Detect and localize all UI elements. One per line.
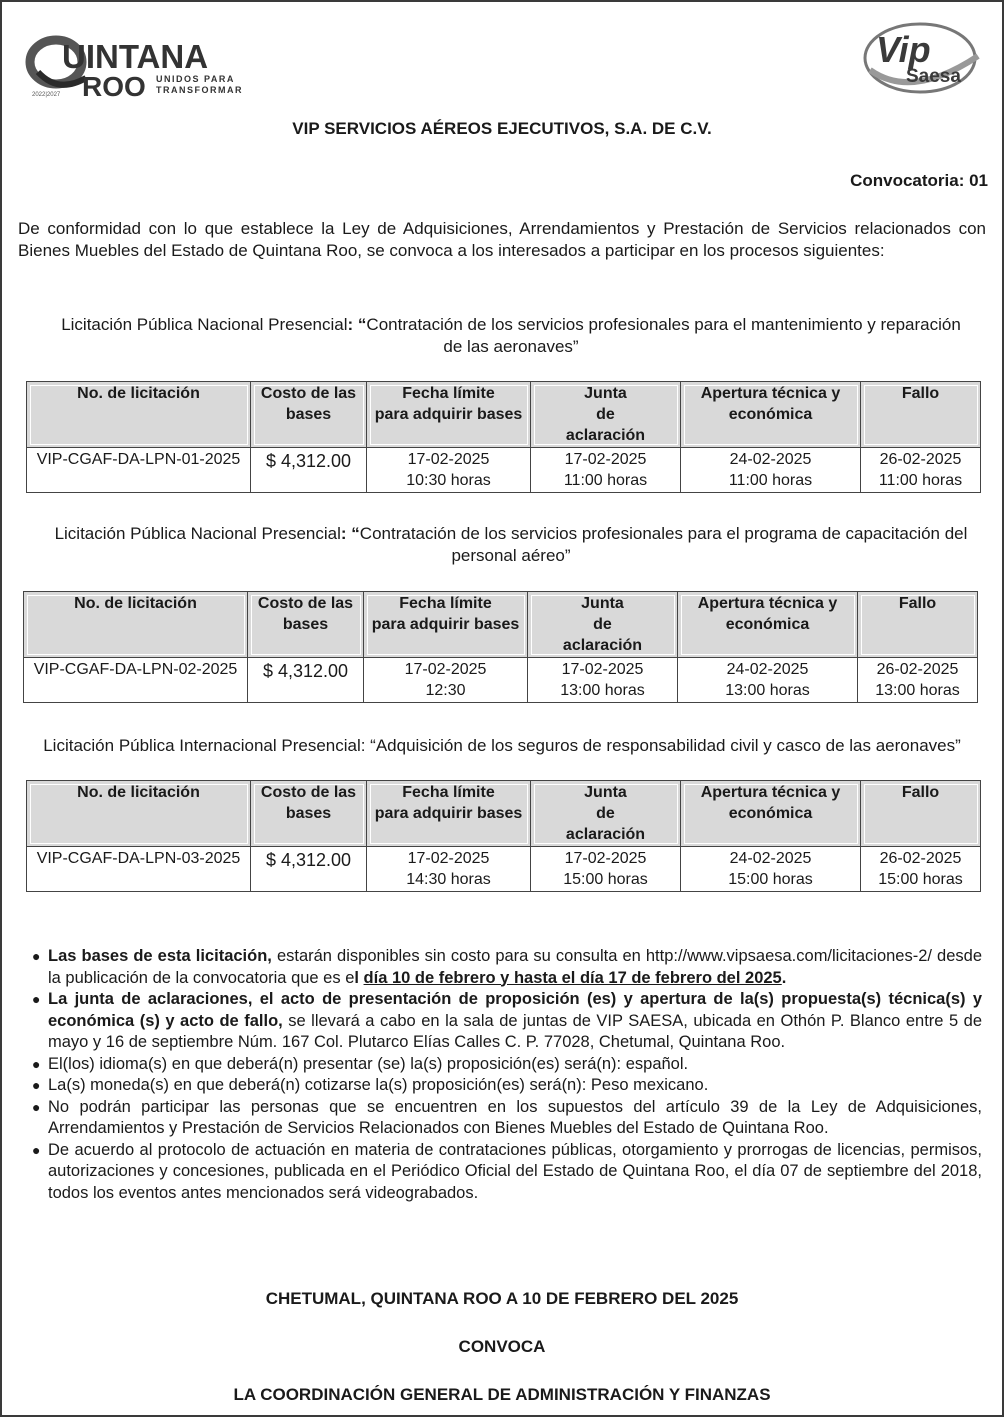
cell-apertura: 24-02-2025 15:00 horas bbox=[681, 847, 861, 892]
intro-line-2: Bienes Muebles del Estado de Quintana Roo, se convoca a los interesados a participar en los procesos siguientes: bbox=[18, 241, 885, 260]
cell-costo: $ 4,312.00 bbox=[251, 448, 367, 493]
table-header-row bbox=[27, 382, 981, 448]
col-header-no: No. de licitación bbox=[27, 781, 251, 847]
col-header-fallo: Fallo bbox=[861, 781, 981, 847]
table-header-row bbox=[27, 781, 981, 847]
table-row bbox=[24, 658, 978, 703]
quintana-roo-logo-graphic bbox=[28, 32, 243, 102]
col-header-apertura: Apertura técnica y económica bbox=[681, 781, 861, 847]
list-item: ● De acuerdo al protocolo de actuación en materia de contrataciones públicas, otorgamiento y prorrogas de licencias, permisos, autorizaciones y concesiones, publicada en el Periódico Oficial del Estado de Quintana Roo, el día 07 de septiembre del 2018, todos los eventos antes mencionados será videograbados. bbox=[32, 1140, 982, 1202]
cell-junta: 17-02-2025 15:00 horas bbox=[531, 847, 681, 892]
cell-costo: $ 4,312.00 bbox=[248, 658, 364, 703]
licitacion-1-title bbox=[42, 314, 980, 358]
licitacion-2-title-colon: : “ bbox=[340, 524, 360, 543]
svg-text:UINTANA: UINTANA bbox=[62, 38, 209, 75]
col-header-apertura: Apertura técnica y económica bbox=[681, 382, 861, 448]
col-header-apertura: Apertura técnica y económica bbox=[678, 592, 858, 658]
col-header-no: No. de licitación bbox=[27, 382, 251, 448]
cell-costo: $ 4,312.00 bbox=[251, 847, 367, 892]
cell-fecha: 17-02-2025 12:30 bbox=[364, 658, 528, 703]
vip-saesa-logo bbox=[862, 20, 984, 98]
cell-numero: VIP-CGAF-DA-LPN-02-2025 bbox=[24, 658, 248, 703]
svg-text:ROO: ROO bbox=[82, 71, 146, 102]
col-header-junta: Junta de aclaración bbox=[531, 781, 681, 847]
table-row bbox=[27, 448, 981, 493]
bullet-icon: ● bbox=[32, 991, 41, 1007]
svg-text:UNIDOS PARA: UNIDOS PARA bbox=[156, 74, 235, 84]
col-header-fecha: Fecha límite para adquirir bases bbox=[367, 781, 531, 847]
intro-paragraph bbox=[18, 218, 986, 262]
licitacion-1-title-line2: de las aeronaves” bbox=[443, 337, 579, 356]
bullet-icon: ● bbox=[32, 1055, 41, 1072]
col-header-costo: Costo de las bases bbox=[251, 781, 367, 847]
list-item: ● El(los) idioma(s) en que deberá(n) presentar (se) la(s) proposición(es) será(n): español. bbox=[32, 1054, 982, 1076]
licitacion-2-title-line2: personal aéreo” bbox=[451, 546, 571, 565]
licitacion-3-table bbox=[26, 780, 981, 892]
list-item: ● La(s) moneda(s) en que deberá(n) cotizarse la(s) proposición(es) será(n): Peso mexicano. bbox=[32, 1075, 982, 1097]
licitacion-2-table bbox=[23, 591, 978, 703]
cell-fallo: 26-02-2025 15:00 horas bbox=[861, 847, 981, 892]
licitacion-1-title-line1: Contratación de los servicios profesionales para el mantenimiento y reparación bbox=[366, 315, 961, 334]
licitacion-1-title-prefix: Licitación Pública Nacional Presencial bbox=[61, 315, 348, 334]
bullet-icon: ● bbox=[32, 1077, 41, 1093]
notes-list bbox=[32, 946, 982, 1204]
footer-place-date: CHETUMAL, QUINTANA ROO A 10 DE FEBRERO DEL 2025 bbox=[265, 1289, 739, 1308]
col-header-fecha: Fecha límite para adquirir bases bbox=[367, 382, 531, 448]
bullet-icon: ● bbox=[32, 948, 41, 964]
table-header-row bbox=[24, 592, 978, 658]
col-header-junta: Junta de aclaración bbox=[528, 592, 678, 658]
col-header-no: No. de licitación bbox=[24, 592, 248, 658]
cell-numero: VIP-CGAF-DA-LPN-03-2025 bbox=[27, 847, 251, 892]
col-header-fecha: Fecha límite para adquirir bases bbox=[364, 592, 528, 658]
licitacion-2-title bbox=[42, 523, 980, 567]
list-item: ● Las bases de esta licitación, estarán disponibles sin costo para su consulta en http://www.vipsaesa.com/licitaciones-2/ desde la publicación de la convocatoria que es el día 10 de febrero y hasta el día 17 de febrero del 2025. bbox=[32, 947, 983, 987]
licitacion-3-title: Licitación Pública Internacional Presencial: “Adquisición de los seguros de responsabilidad civil y casco de las aeronaves” bbox=[43, 736, 961, 755]
col-header-costo: Costo de las bases bbox=[248, 592, 364, 658]
col-header-fallo: Fallo bbox=[861, 382, 981, 448]
col-header-junta: Junta de aclaración bbox=[531, 382, 681, 448]
col-header-costo: Costo de las bases bbox=[251, 382, 367, 448]
table-row bbox=[27, 847, 981, 892]
cell-apertura: 24-02-2025 11:00 horas bbox=[681, 448, 861, 493]
list-item: ● La junta de aclaraciones, el acto de presentación de proposición (es) y apertura de la(s) propuesta(s) técnica(s) y económica (s) y acto de fallo, se llevará a cabo en la sala de juntas de VIP SAESA, ubicada en Othón P. Blanco entre 5 de mayo y 16 de septiembre Núm. 167 Col. Plutarco Elías Calles C. P. 77028, Chetumal, Quintana Roo. bbox=[32, 990, 982, 1051]
cell-apertura: 24-02-2025 13:00 horas bbox=[678, 658, 858, 703]
cell-junta: 17-02-2025 13:00 horas bbox=[528, 658, 678, 703]
cell-fecha: 17-02-2025 10:30 horas bbox=[367, 448, 531, 493]
quintana-roo-logo bbox=[28, 32, 243, 102]
svg-text:Vip: Vip bbox=[876, 29, 931, 70]
vip-saesa-logo-graphic bbox=[862, 20, 984, 98]
intro-line-1: De conformidad con lo que establece la Ley de Adquisiciones, Arrendamientos y Prestación de Servicios relacionados con bbox=[18, 219, 986, 238]
svg-text:TRANSFORMAR: TRANSFORMAR bbox=[156, 85, 243, 95]
company-name: VIP SERVICIOS AÉREOS EJECUTIVOS, S.A. DE C.V. bbox=[292, 119, 712, 138]
footer-signer: LA COORDINACIÓN GENERAL DE ADMINISTRACIÓN Y FINANZAS bbox=[233, 1385, 771, 1404]
cell-junta: 17-02-2025 11:00 horas bbox=[531, 448, 681, 493]
licitacion-1-table bbox=[26, 381, 981, 493]
svg-text:Saesa: Saesa bbox=[906, 66, 961, 87]
list-item: ● No podrán participar las personas que se encuentren en los supuestos del artículo 39 de la Ley de Adquisiciones, Arrendamientos y Prestación de Servicios Relacionados con Bienes Muebles del Estado de Quintana Roo. bbox=[32, 1097, 982, 1137]
bullet-icon: ● bbox=[32, 1141, 41, 1158]
convocatoria-number: Convocatoria: 01 bbox=[850, 171, 988, 190]
cell-fallo: 26-02-2025 11:00 horas bbox=[861, 448, 981, 493]
cell-numero: VIP-CGAF-DA-LPN-01-2025 bbox=[27, 448, 251, 493]
col-header-fallo: Fallo bbox=[858, 592, 978, 658]
svg-text:2022|2027: 2022|2027 bbox=[32, 92, 61, 98]
licitacion-2-title-prefix: Licitación Pública Nacional Presencial bbox=[54, 524, 341, 543]
footer-convoca: CONVOCA bbox=[458, 1337, 546, 1356]
bullet-icon: ● bbox=[32, 1098, 41, 1115]
licitacion-2-title-line1: Contratación de los servicios profesionales para el programa de capacitación del bbox=[359, 524, 968, 543]
cell-fecha: 17-02-2025 14:30 horas bbox=[367, 847, 531, 892]
cell-fallo: 26-02-2025 13:00 horas bbox=[858, 658, 978, 703]
licitacion-1-title-colon: : “ bbox=[347, 315, 367, 334]
